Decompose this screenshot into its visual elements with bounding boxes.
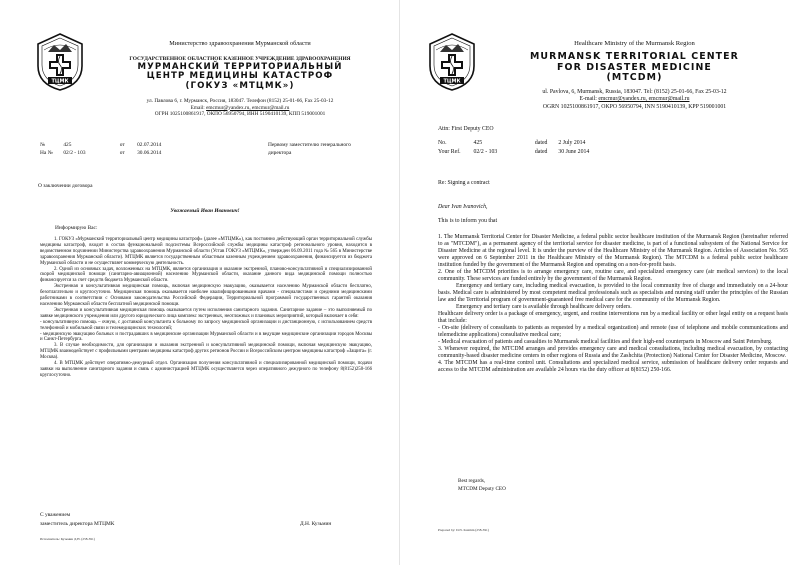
body-paragraph: Emergency and tertiary care, including medical evacuation, is provided to the local community free of charge and immediately on a 24-hour basis. Medical care is administered by most competent medical professionals such as specialists and nursing staff under the principles of the Russian law and the Territorial program of government-guaranteed free medical care for the community of the Murmansk Region. bbox=[438, 283, 788, 303]
body-paragraph: Emergency and tertiary care is available through healthcare delivery orders. bbox=[456, 304, 632, 310]
svg-text:ТЦМК: ТЦМК bbox=[51, 78, 69, 85]
body-list-item: - консультативную помощь – очную, с доставкой консультанта к больному по запросу медицинской организации и дистанционную, с использованием средств телефонной и мобильной связи и телемедицинских технологий; bbox=[40, 319, 372, 331]
body-list-item: - медицинскую эвакуацию больных и пострадавших в медицинские организации Мурманской области и в ведущие медицинские организации городов Москвы и Санкт-Петербурга. bbox=[40, 331, 372, 343]
addressee: Первому заместителю генерального директора bbox=[268, 142, 351, 156]
tcmk-emblem-logo bbox=[426, 32, 478, 92]
outgoing-ref-row: № 425 от 02.07.2014 bbox=[40, 142, 162, 148]
incoming-ref-row: На № 02/2 - 103 от 30.06.2014 bbox=[40, 150, 162, 156]
letter-subject: Re: Signing a contract bbox=[438, 180, 490, 186]
body-paragraph: 4. В МТЦМК действует оперативно-дежурный отдел. Организация получения консультативной и специализированной медицинской помощи, подачи заявки на выполнение санитарного задания и связь с администрацией МТЦМК осуществляется через оперативного дежурного по телефону 8(8152)250-166 круглосуточно. bbox=[40, 361, 372, 378]
ministry-name: Министерство здравоохранения Мурманской области bbox=[169, 40, 311, 47]
body-paragraph: 3. Whenever required, the MTCDM arranges and provides emergency care and medical consultations, including medical evacuation, by contacting community-based disaster medicine centers in other regions of Russia and the Zashchita (Protection) National Center for Disaster Medicine, Moscow. bbox=[438, 346, 788, 359]
body-paragraph: 2. One of the MTCDM priorities is to arrange emergency care, routine care, and specialized emergency care (air medical services) to the local community. These services are funded entirely by the government of the Murmansk Region. bbox=[438, 269, 788, 282]
incoming-ref-date: 30.06.2014 bbox=[137, 150, 162, 156]
org-contacts bbox=[90, 98, 390, 118]
org-name-line3: (ГОКУЗ «МТЦМК») bbox=[185, 80, 295, 91]
svg-text:ТЦМК: ТЦМК bbox=[443, 78, 461, 85]
tcmk-emblem-logo bbox=[34, 32, 86, 92]
org-name-line1: MURMANSK TERRITORIAL CENTER bbox=[529, 51, 739, 62]
outgoing-ref-number: 425 bbox=[63, 142, 72, 148]
org-type-line: ГОСУДАРСТВЕННОЕ ОБЛАСТНОЕ КАЗЕННОЕ УЧРЕЖДЕНИЕ ЗДРАВООХРАНЕНИЯ bbox=[129, 56, 351, 62]
english-letter-page bbox=[402, 0, 800, 565]
body-paragraph: Экстренная и консультативная медицинская помощь оказывается путем исполнения санитарного задания. Санитарное задание – это выполняемый по заявке медицинского учреждения или другого юридического лица комплекс экстренных, неотложных и плановых мероприятий, который включает в себя: bbox=[40, 307, 372, 319]
outgoing-ref-date: 02.07.2014 bbox=[137, 142, 162, 148]
body-paragraph: Экстренная и консультативная медицинская помощь, включая медицинскую эвакуацию, оказывается населению Мурманской области бесплатно, безотлагательно и круглосуточно. Медицинская помощь оказывается наиболее квалифицированными врачами - специалистами и средними медицинскими работниками в соответствии с Основами законодательства Российской Федерации, Территориальной программой государственных гарантий оказания населению Мурманской области бесплатной медицинской помощи. bbox=[40, 284, 372, 307]
letter-salutation: Dear Ivan Ivanovich, bbox=[438, 204, 488, 210]
addressee: Attn: First Deputy CEO bbox=[438, 126, 494, 132]
letter-subject: О заключении договора bbox=[38, 183, 93, 189]
outgoing-ref-row: No. 425 dated 2 July 2014 bbox=[438, 140, 586, 146]
incoming-ref-number: 02/2 - 103 bbox=[63, 150, 86, 156]
org-address: ул. Павлова 6, г. Мурманск, Россия, 183047. Телефон (8152) 25-01-66, Fax 25-03-12 bbox=[146, 98, 334, 104]
org-name-line2: FOR DISASTER MEDICINE bbox=[557, 61, 712, 73]
org-email-line: E-mail: emcmur@yandex.ru, emcmur@mail.ru bbox=[579, 96, 690, 103]
body-paragraph: 1. ГОКУЗ «Мурманский территориальный центр медицины катастроф» (далее «МТЦМК»), как постоянно действующий орган территориальной службы медицины катастроф, входит в состав функциональной подсистемы Всероссийской службы медицины катастроф регионального уровня, находится в ведомственном подчинении Министерства здравоохранения Мурманской области (Устав ГОКУЗ «МТЦМК», утвержден 06.09.2011 года № 565 в Министерстве здравоохранения Мурманской области). МТЦМК является государственным областным казенным учреждением здравоохранения, финансируется из бюджета Мурманской области и не осуществляет коммерческую деятельность. bbox=[40, 237, 372, 266]
body-paragraph: 3. В случае необходимости, для организации и оказания экстренной и консультативной медицинской помощи, включая медицинскую эвакуацию, МТЦМК взаимодействует с профильными центрами медицины катастроф других регионов России и Всероссийским центром медицины катастроф «Защита» (г. Москва). bbox=[40, 343, 372, 361]
org-name-line2: ЦЕНТР МЕДИЦИНЫ КАТАСТРОФ bbox=[146, 71, 334, 82]
body-paragraph: 2. Одной из основных задач, возложенных на МТЦМК, является организация и оказание экстренной, планово-консультативной и специализированной скорой медицинской помощи (санитарно-авиационной) населению Мурманской области, оказание данного вида медицинской помощи полностью финансируется за счет средств бюджета Мурманской области. bbox=[40, 266, 372, 284]
body-paragraph: 4. The MTCDM has a real-time control unit. Consultations and specialized medical service, submission of healthcare delivery order requests and access to the MTCDM administration are available 24 hours via the duty officer at 8(8152) 250-166. bbox=[438, 360, 788, 373]
outgoing-ref-date: 2 July 2014 bbox=[558, 140, 586, 146]
letter-intro: This is to inform you that bbox=[438, 218, 498, 224]
org-name-line1: МУРМАНСКИЙ ТЕРРИТОРИАЛЬНЫЙ bbox=[137, 62, 343, 72]
body-paragraph: Healthcare delivery order is a package of emergency, urgent, and routine interventions run by a medical facility or other legal entity on a request basis that include: bbox=[438, 311, 788, 324]
ministry-name: Healthcare Ministry of the Murmansk Region bbox=[574, 40, 695, 47]
org-address: ul. Pavlova, 6, Murmansk, Russia, 183047. Tel: (8152) 25-01-66, Fax 25-03-12 bbox=[542, 89, 727, 95]
prepared-by: Исполнитель: Кузьмин Д.Н. (258-391) bbox=[40, 537, 95, 541]
letter-body bbox=[40, 237, 372, 379]
outgoing-ref-number: 425 bbox=[473, 140, 483, 146]
russian-letter-page bbox=[0, 0, 398, 565]
signer-title: заместитель директора МТЦМК bbox=[40, 521, 115, 527]
org-contacts bbox=[482, 89, 787, 111]
closing-phrase: С уважением bbox=[40, 512, 71, 518]
incoming-ref-date: 30 June 2014 bbox=[558, 149, 590, 155]
body-list-item: - Medical evacuation of patients and casualties to Murmansk medical facilities and their high-end counterparts in Moscow and Saint Petersburg. bbox=[438, 339, 773, 345]
org-registration-codes: OGRN 1025100861917, OKPO 56950794, INN 5190410139, KPP 519001001 bbox=[542, 103, 727, 110]
org-name-heading bbox=[482, 52, 787, 84]
signer-name: Д.Н. Кузьмин bbox=[300, 521, 332, 527]
page-divider bbox=[399, 0, 400, 565]
org-email-link[interactable]: emcmur@yandex.ru, emcmur@mail.ru bbox=[598, 96, 690, 103]
signer-title: MTCDM Deputy CEO bbox=[458, 486, 506, 492]
letter-intro: Информирую Вас: bbox=[55, 225, 98, 231]
org-email-link[interactable]: emcmur@yandex.ru, emcmur@mail.ru bbox=[206, 104, 290, 111]
org-name-heading bbox=[90, 63, 390, 91]
org-name-line3: (MTCDM) bbox=[606, 72, 663, 84]
org-email-line: Email: emcmur@yandex.ru, emcmur@mail.ru bbox=[190, 104, 290, 111]
incoming-ref-number: 02/2 - 103 bbox=[473, 149, 498, 155]
body-list-item: - On-site (delivery of consultants to patients as requested by a medical organization) and remote (use of telephone and mobile communications and telemedicine applications) consultative medical care; bbox=[438, 325, 788, 338]
org-registration-codes: ОГРН 1025100861917, ОКПО 56950794, ИНН 5190410139, КПП 519001001 bbox=[154, 111, 326, 118]
letter-salutation: Уважаемый Иван Иванович! bbox=[170, 208, 240, 214]
closing-phrase: Best regards, bbox=[458, 478, 486, 484]
incoming-ref-row: Your Ref. 02/2 - 103 dated 30 June 2014 bbox=[438, 149, 590, 155]
body-paragraph: 1. The Murmansk Territorial Center for Disaster Medicine, a federal public sector healthcare institution of the Murmansk Region (hereinafter referred to as "MTCDM"), as a permanent agency of the territorial service for disaster medicine, is part of a functional subsystem of the National Service for Disaster Medicine at the regional level. It is under the purview of the Healthcare Ministry of the Murmansk Region. Articles of Association No. 565 were approved on 6 September 2011 in the Healthcare Ministry of the Murmansk Region). The MTCDM is a federal public sector healthcare institution funded by the government of the Murmansk Region and operating on a non-for-profit basis. bbox=[438, 234, 788, 268]
letter-body bbox=[438, 234, 788, 374]
prepared-by: Prepared by: D.N. Kuzmin (258-391) bbox=[438, 528, 489, 532]
